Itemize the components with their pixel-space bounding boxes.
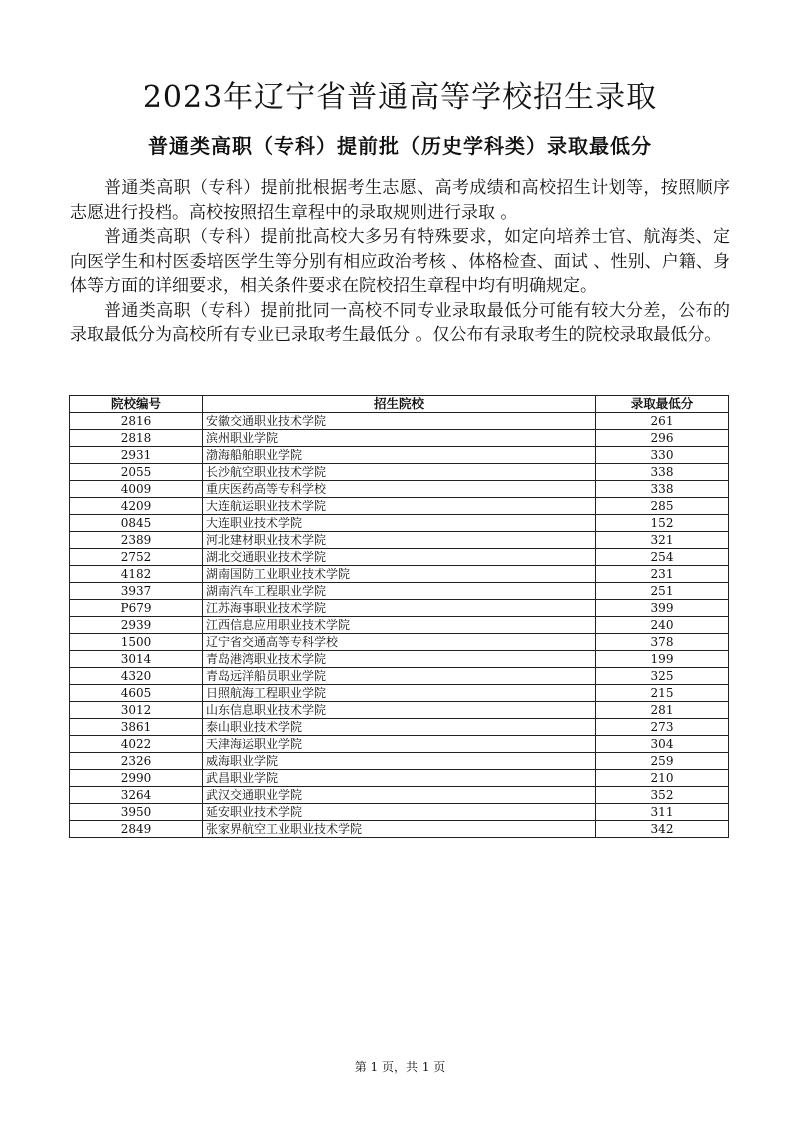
column-header-code: 院校编号	[70, 396, 203, 413]
cell-school-name: 江苏海事职业技术学院	[203, 600, 596, 617]
cell-min-score: 261	[596, 413, 729, 430]
cell-school-name: 山东信息职业技术学院	[203, 702, 596, 719]
cell-school-code: 3264	[70, 787, 203, 804]
cell-min-score: 325	[596, 668, 729, 685]
cell-school-name: 威海职业学院	[203, 753, 596, 770]
table-row	[70, 532, 729, 549]
cell-school-code: 4605	[70, 685, 203, 702]
cell-min-score: 399	[596, 600, 729, 617]
cell-min-score: 321	[596, 532, 729, 549]
table-row	[70, 770, 729, 787]
cell-school-code: 2389	[70, 532, 203, 549]
table-row	[70, 447, 729, 464]
column-header-score: 录取最低分	[596, 396, 729, 413]
page-subtitle: 普通类高职（专科）提前批（历史学科类）录取最低分	[148, 134, 652, 158]
cell-min-score: 281	[596, 702, 729, 719]
cell-min-score: 378	[596, 634, 729, 651]
cell-min-score: 338	[596, 481, 729, 498]
cell-school-code: 2752	[70, 549, 203, 566]
cell-min-score: 296	[596, 430, 729, 447]
cell-school-name: 长沙航空职业技术学院	[203, 464, 596, 481]
cell-min-score: 338	[596, 464, 729, 481]
intro-paragraph: 普通类高职（专科）提前批同一高校不同专业录取最低分可能有较大分差，公布的录取最低分为高校所有专业已录取考生最低分 。仅公布有录取考生的院校录取最低分。	[70, 300, 730, 345]
cell-min-score: 231	[596, 566, 729, 583]
cell-school-name: 大连职业技术学院	[203, 515, 596, 532]
table-row	[70, 821, 729, 838]
cell-school-code: 4009	[70, 481, 203, 498]
cell-school-name: 大连航运职业技术学院	[203, 498, 596, 515]
cell-school-name: 延安职业技术学院	[203, 804, 596, 821]
cell-min-score: 240	[596, 617, 729, 634]
table-row	[70, 719, 729, 736]
intro-text	[70, 176, 730, 348]
cell-school-code: 2939	[70, 617, 203, 634]
table-row	[70, 702, 729, 719]
cell-school-name: 武汉交通职业学院	[203, 787, 596, 804]
cell-school-name: 湖南国防工业职业技术学院	[203, 566, 596, 583]
cell-school-code: 3012	[70, 702, 203, 719]
cell-min-score: 352	[596, 787, 729, 804]
cell-school-code: 2326	[70, 753, 203, 770]
table-row	[70, 787, 729, 804]
cell-min-score: 210	[596, 770, 729, 787]
cell-school-code: 1500	[70, 634, 203, 651]
cell-school-code: 2931	[70, 447, 203, 464]
cell-school-name: 天津海运职业学院	[203, 736, 596, 753]
table-row	[70, 668, 729, 685]
cell-min-score: 273	[596, 719, 729, 736]
table-row	[70, 617, 729, 634]
cell-school-name: 安徽交通职业技术学院	[203, 413, 596, 430]
cell-school-name: 滨州职业学院	[203, 430, 596, 447]
table-body	[70, 413, 729, 838]
cell-min-score: 199	[596, 651, 729, 668]
intro-paragraph: 普通类高职（专科）提前批高校大多另有特殊要求，如定向培养士官、航海类、定向医学生和村医委培医学生等分别有相应政治考核 、体格检查、面试 、性别、户籍、身体等方面的详细要求，相关条件要求在院校招生章程中均有明确规定。	[70, 227, 730, 296]
cell-school-name: 辽宁省交通高等专科学校	[203, 634, 596, 651]
cell-min-score: 215	[596, 685, 729, 702]
cell-school-code: 3014	[70, 651, 203, 668]
cell-school-name: 湖南汽车工程职业学院	[203, 583, 596, 600]
cell-school-code: 2990	[70, 770, 203, 787]
cell-school-name: 武昌职业学院	[203, 770, 596, 787]
table-row	[70, 566, 729, 583]
cell-school-name: 青岛港湾职业技术学院	[203, 651, 596, 668]
cell-school-code: 0845	[70, 515, 203, 532]
table-row	[70, 600, 729, 617]
cell-school-name: 江西信息应用职业技术学院	[203, 617, 596, 634]
table-row	[70, 651, 729, 668]
cell-school-name: 张家界航空工业职业技术学院	[203, 821, 596, 838]
cell-school-code: 2818	[70, 430, 203, 447]
cell-min-score: 311	[596, 804, 729, 821]
cell-school-name: 日照航海工程职业学院	[203, 685, 596, 702]
cell-min-score: 152	[596, 515, 729, 532]
cell-min-score: 254	[596, 549, 729, 566]
table-row	[70, 413, 729, 430]
page-title: 2023年辽宁省普通高等学校招生录取	[142, 80, 658, 115]
cell-school-code: 3937	[70, 583, 203, 600]
table-row	[70, 736, 729, 753]
cell-school-name: 泰山职业技术学院	[203, 719, 596, 736]
table-row	[70, 549, 729, 566]
cell-school-code: 3861	[70, 719, 203, 736]
cell-min-score: 285	[596, 498, 729, 515]
cell-school-name: 河北建材职业技术学院	[203, 532, 596, 549]
admission-score-table	[69, 395, 729, 838]
cell-min-score: 259	[596, 753, 729, 770]
cell-school-name: 重庆医药高等专科学校	[203, 481, 596, 498]
table-row	[70, 464, 729, 481]
cell-school-code: P679	[70, 600, 203, 617]
cell-school-name: 湖北交通职业技术学院	[203, 549, 596, 566]
table-row	[70, 430, 729, 447]
cell-school-code: 4022	[70, 736, 203, 753]
table-row	[70, 481, 729, 498]
cell-min-score: 330	[596, 447, 729, 464]
cell-school-name: 渤海船舶职业学院	[203, 447, 596, 464]
table-row	[70, 498, 729, 515]
table-row	[70, 634, 729, 651]
table-row	[70, 515, 729, 532]
cell-min-score: 342	[596, 821, 729, 838]
cell-school-code: 3950	[70, 804, 203, 821]
cell-school-code: 4182	[70, 566, 203, 583]
cell-min-score: 251	[596, 583, 729, 600]
cell-school-code: 2055	[70, 464, 203, 481]
cell-school-name: 青岛远洋船员职业学院	[203, 668, 596, 685]
cell-school-code: 4320	[70, 668, 203, 685]
cell-school-code: 2816	[70, 413, 203, 430]
table-row	[70, 804, 729, 821]
table-header-row	[70, 396, 729, 413]
cell-min-score: 304	[596, 736, 729, 753]
table-row	[70, 753, 729, 770]
table-row	[70, 685, 729, 702]
table-row	[70, 583, 729, 600]
cell-school-code: 4209	[70, 498, 203, 515]
page-footer: 第 1 页，共 1 页	[354, 1060, 446, 1074]
intro-paragraph: 普通类高职（专科）提前批根据考生志愿、高考成绩和高校招生计划等，按照顺序志愿进行投档。高校按照招生章程中的录取规则进行录取 。	[70, 178, 730, 223]
column-header-name: 招生院校	[203, 396, 596, 413]
cell-school-code: 2849	[70, 821, 203, 838]
